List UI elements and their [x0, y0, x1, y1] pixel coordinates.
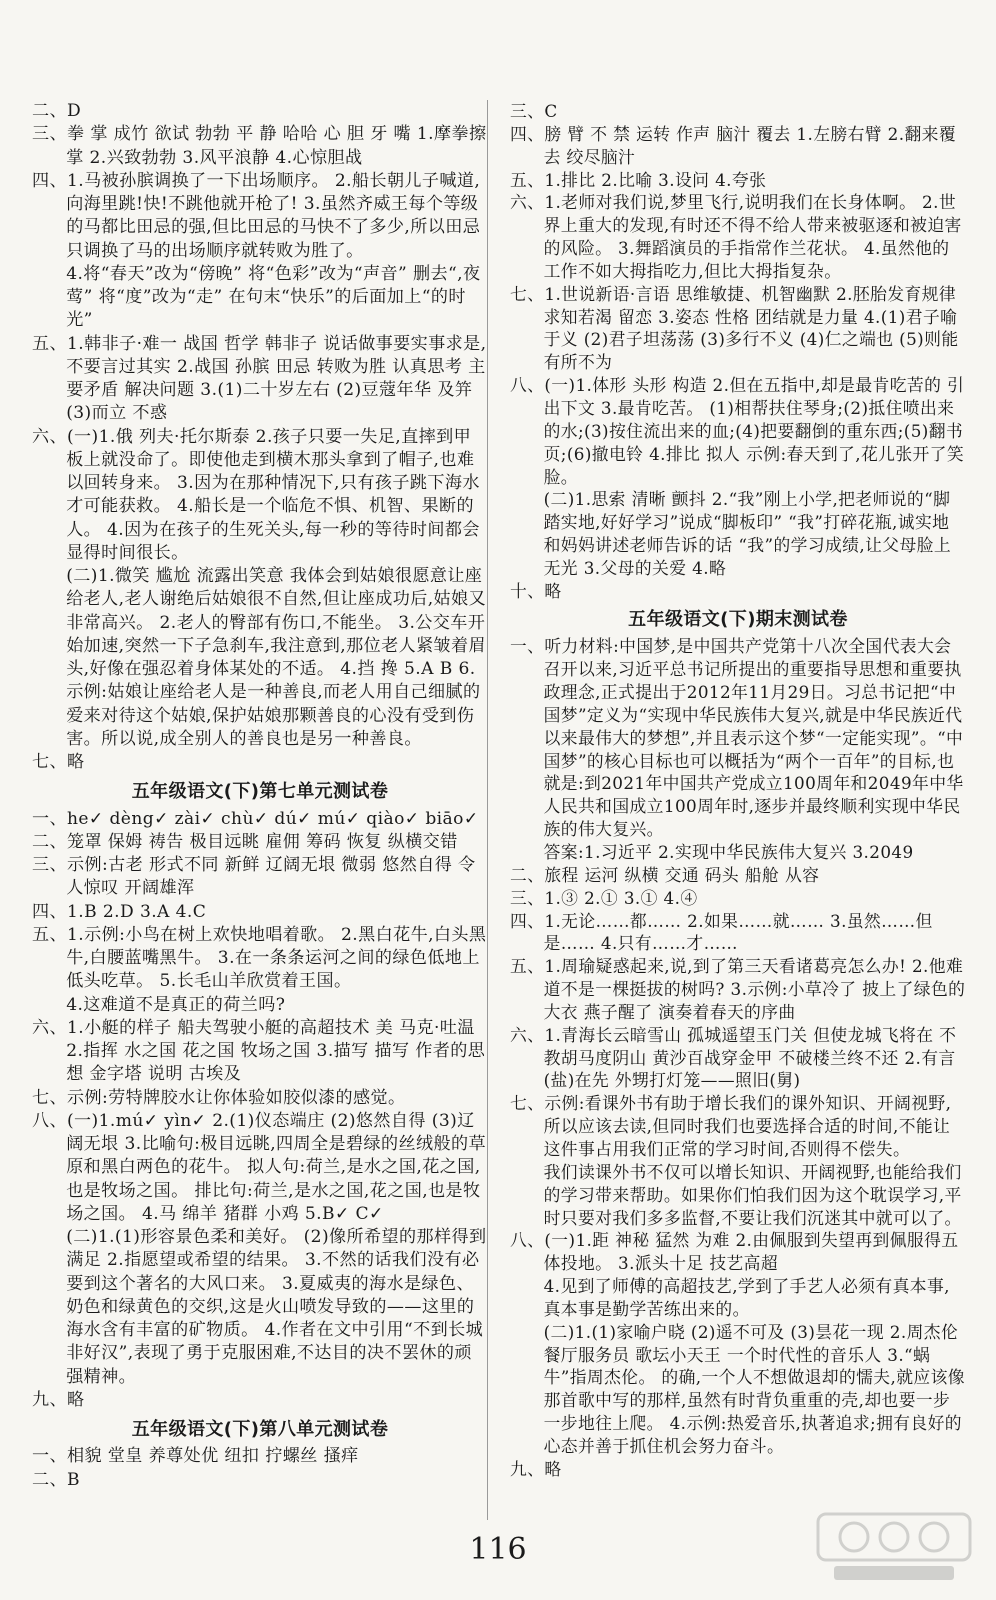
answer-paragraph: 四、1.B 2.D 3.A 4.C: [32, 901, 207, 922]
answer-paragraph: (二)1.(1)形容景色柔和美好。 (2)像所希望的那样得到满足 2.指愿望或希望的结果。 3.不然的话我们没有必要到这个著名的大风口来。 3.夏威夷的海水是绿色、奶色和绿黄色的交织,这是火山喷发导致的——这里的海水含有丰富的矿物质。 4.作者在文中引用“不到长城非好汉”,表现了勇于克服困难,不达目的决不罢休的顽强精神。: [66, 1227, 487, 1387]
right-column: [510, 100, 966, 1481]
answer-paragraph: 答案:1.习近平 2.实现中华民族伟大复兴 3.2049: [543, 842, 914, 862]
answer-paragraph: 五、1.韩非子·难一 战国 哲学 韩非子 说话做事要实事求是,不要言过其实 2.战国 孙膑 田忌 转败为胜 认真思考 主要矛盾 解决问题 3.(1)二十岁左右 (2)豆蔻年华 及笄 (3)而立 不惑: [32, 333, 487, 424]
answer-paragraph: 4.将“春天”改为“傍晚” 将“色彩”改为“声音” 删去“,夜莺” 将“度”改为“走” 在句末“快乐”的后面加上“的时光”: [66, 263, 481, 331]
answer-paragraph: 七、示例:劳特牌胶水让你体验如胶似漆的感觉。: [32, 1087, 406, 1108]
answer-paragraph: 八、(一)1.mú✓ yìn✓ 2.(1)仪态端庄 (2)悠然自得 (3)辽阔无垠 3.比喻句:极目远眺,四周全是碧绿的丝绒般的草原和黑白两色的花牛。 拟人句:荷兰,是水之国,花之国,也是牧场之国。 排比句:荷兰,是水之国,花之国,也是牧场之国。 4.马 绵羊 猪群 小鸡 5.B✓ C✓: [32, 1110, 486, 1224]
answer-paragraph: 八、(一)1.体形 头形 构造 2.但在五指中,却是最肯吃苦的 引出下文 3.最肯吃苦。 (1)相帮扶住琴身;(2)抵住喷出来的水;(3)按住流出来的血;(4)把要翻倒的重东西;(5)翻书页;(6)撤电铃 4.排比 拟人 示例:春天到了,花儿张开了笑脸。: [510, 375, 965, 487]
watermark-logo-icon: [814, 1508, 974, 1588]
answer-paragraph: 五、1.示例:小鸟在树上欢快地唱着歌。 2.黑白花牛,白头黑牛,白腰蓝嘴黑牛。 3.在一条条运河之间的绿色低地上低头吃草。 5.长毛山羊欣赏着王国。: [32, 924, 487, 992]
answer-paragraph: 九、略: [32, 1389, 85, 1410]
answer-paragraph: 七、1.世说新语·言语 思维敏捷、机智幽默 2.胚胎发育规律 求知若渴 留恋 3.姿态 性格 团结就是力量 4.(1)君子喻于义 (2)君子坦荡荡 (3)多行不义 (4)仁之端也 (5)则能有所不为: [510, 283, 959, 373]
answer-paragraph: 二、笼罩 保姆 祷告 极目远眺 雇佣 筹码 恢复 纵横交错: [32, 831, 458, 852]
section-title: 五年级语文(下)第八单元测试卷: [131, 1419, 389, 1440]
answer-paragraph: 4.见到了师傅的高超技艺,学到了手艺人必须有真本事,真本事是勤学苦练出来的。: [543, 1276, 950, 1319]
page-number: 116: [469, 1532, 527, 1567]
answer-paragraph: 六、1.老师对我们说,梦里飞行,说明我们在长身体啊。 2.世界上重大的发现,有时还不得不给人带来被驱逐和被迫害的风险。 3.舞蹈演员的手指常作兰花状。 4.虽然他的工作不如大拇指吃力,但比大拇指复杂。: [510, 192, 962, 281]
answer-paragraph: 二、旅程 运河 纵横 交通 码头 船舱 从容: [510, 864, 820, 885]
answer-paragraph: 十、略: [510, 580, 562, 601]
answer-paragraph: 六、1.青海长云暗雪山 孤城遥望玉门关 但使龙城飞将在 不教胡马度阴山 黄沙百战穿金甲 不破楼兰终不还 2.有言(盐)在先 外甥打灯笼——照旧(舅): [510, 1024, 957, 1091]
section-title: 五年级语文(下)第七单元测试卷: [131, 781, 389, 803]
answer-paragraph: 4.这难道不是真正的荷兰吗?: [66, 994, 286, 1015]
answer-paragraph: 四、1.无论……都…… 2.如果……就…… 3.虽然……但是…… 4.只有……才……: [510, 910, 933, 954]
answer-paragraph: 五、1.周瑜疑惑起来,说,到了第三天看诸葛亮怎么办! 2.他难道不是一棵挺拔的树吗? 3.示例:小草冷了 披上了绿色的大衣 燕子醒了 演奏着春天的序曲: [510, 956, 966, 1022]
answer-paragraph: 一、he✓ dèng✓ zài✓ chù✓ dú✓ mú✓ qiào✓ biāo✓: [32, 808, 479, 829]
answer-paragraph: 我们读课外书不仅可以增长知识、开阔视野,也能给我们的学习带来帮助。如果你们怕我们因为这个耽误学习,平时只要对我们多多监督,不要让我们沉迷其中就可以了。: [543, 1161, 962, 1228]
answer-paragraph: 四、1.马被孙膑调换了一下出场顺序。 2.船长朝儿子喊道,向海里跳!快!不跳他就开枪了! 3.虽然齐威王每个等级的马都比田忌的强,但比田忌的马快不了多少,所以田忌只调换了马的出场顺序就转败为胜了。: [32, 170, 481, 261]
answer-paragraph: 一、相貌 堂皇 养尊处优 纽扣 拧螺丝 搔痒: [32, 1446, 359, 1467]
answer-paragraph: 六、1.小艇的样子 船夫驾驶小艇的高超技术 美 马克·吐温 2.指挥 水之国 花之国 牧场之国 3.描写 描写 作者的思想 金字塔 说明 古埃及: [32, 1017, 486, 1085]
answer-paragraph: (二)1.(1)家喻户晓 (2)遥不可及 (3)昙花一现 2.周杰伦 餐厅服务员 歌坛小天王 一个时代性的音乐人 3.“蜗牛”指周杰伦。 的确,一个人不想做退却的懦夫,就应该像那首歌中写的那样,虽然有时背负重重的壳,却也要一步一步地往上爬。 4.示例:热爱音乐,执著追求;拥有良好的心态并善于抓住机会努力奋斗。: [543, 1321, 965, 1456]
answer-paragraph: 三、拳 掌 成竹 欲试 勃勃 平 静 哈哈 心 胆 牙 嘴 1.摩拳擦掌 2.兴致勃勃 3.风平浪静 4.心惊胆战: [32, 124, 487, 168]
answer-paragraph: (二)1.思索 清晰 颤抖 2.“我”刚上小学,把老师说的“脚踏实地,好好学习”说成“脚板印” “我”打碎花瓶,诚实地和妈妈讲述老师告诉的话 “我”的学习成绩,让父母脸上无光 3.父母的关爱 4.略: [543, 489, 952, 578]
answer-paragraph: 三、示例:古老 形式不同 新鲜 辽阔无垠 微弱 悠然自得 令人惊叹 开阔雄浑: [32, 855, 476, 899]
answer-paragraph: 三、C: [510, 101, 558, 121]
answer-paragraph: 一、听力材料:中国梦,是中国共产党第十八次全国代表大会召开以来,习近平总书记所提出的重要指导思想和重要执政理念,正式提出于2012年11月29日。习总书记把“中国梦”定义为“实现中华民族伟大复兴,就是中华民族近代以来最伟大的梦想”,并且表示这个梦“一定能实现”。“中国梦”的核心目标也可以概括为“两个一百年”的目标,也就是:到2021年中国共产党成立100周年和2049年中华人民共和国成立100周年时,逐步并最终顺利实现中华民族的伟大复兴。: [510, 636, 964, 840]
answer-paragraph: (二)1.微笑 尴尬 流露出笑意 我体会到姑娘很愿意让座给老人,老人谢绝后姑娘很不自然,但让座成功后,姑娘又非常高兴。 2.老人的臀部有伤口,不能坐。 3.公交车开始加速,突然一下子急刹车,我注意到,那位老人紧皱着眉头,好像在强忍着身体某处的不适。 4.挡 搀 5.A B 6.示例:姑娘让座给老人是一种善良,而老人用自己细腻的爱来对待这个姑娘,保护姑娘那颗善良的心没有受到伤害。所以说,成全别人的善良也是另一种善良。: [66, 566, 487, 749]
section-title: 五年级语文(下)期末测试卷: [628, 608, 848, 630]
answer-paragraph: 三、1.③ 2.① 3.① 4.④: [510, 887, 698, 908]
answer-paragraph: 五、1.排比 2.比喻 3.设问 4.夸张: [510, 169, 767, 190]
answer-paragraph: 二、D: [32, 101, 82, 121]
answer-paragraph: 八、(一)1.距 神秘 猛然 为难 2.由佩服到失望再到佩服得五体投地。 3.派头十足 技艺高超: [510, 1230, 959, 1274]
answer-paragraph: 九、略: [510, 1458, 562, 1479]
left-column: [32, 100, 488, 1492]
answer-paragraph: 二、B: [32, 1469, 80, 1490]
answer-paragraph: 六、(一)1.俄 列夫·托尔斯泰 2.孩子只要一失足,直摔到甲板上就没命了。即使他走到横木那头拿到了帽子,也难以回转身来。 3.因为在那种情况下,只有孩子跳下海水才可能获救。 4.船长是一个临危不惧、机智、果断的人。 4.因为在孩子的生死关头,每一秒的等待时间都会显得时间很长。: [32, 426, 480, 563]
answer-paragraph: 七、略: [32, 752, 85, 772]
answer-paragraph: 七、示例:看课外书有助于增长我们的课外知识、开阔视野,所以应该去读,但同时我们也要选择合适的时间,不能让这件事占用我们正常的学习时间,否则得不偿失。: [510, 1093, 952, 1159]
answer-paragraph: 四、膀 臂 不 禁 运转 作声 脑汁 覆去 1.左膀右臂 2.翻来覆去 绞尽脑汁: [510, 123, 957, 167]
